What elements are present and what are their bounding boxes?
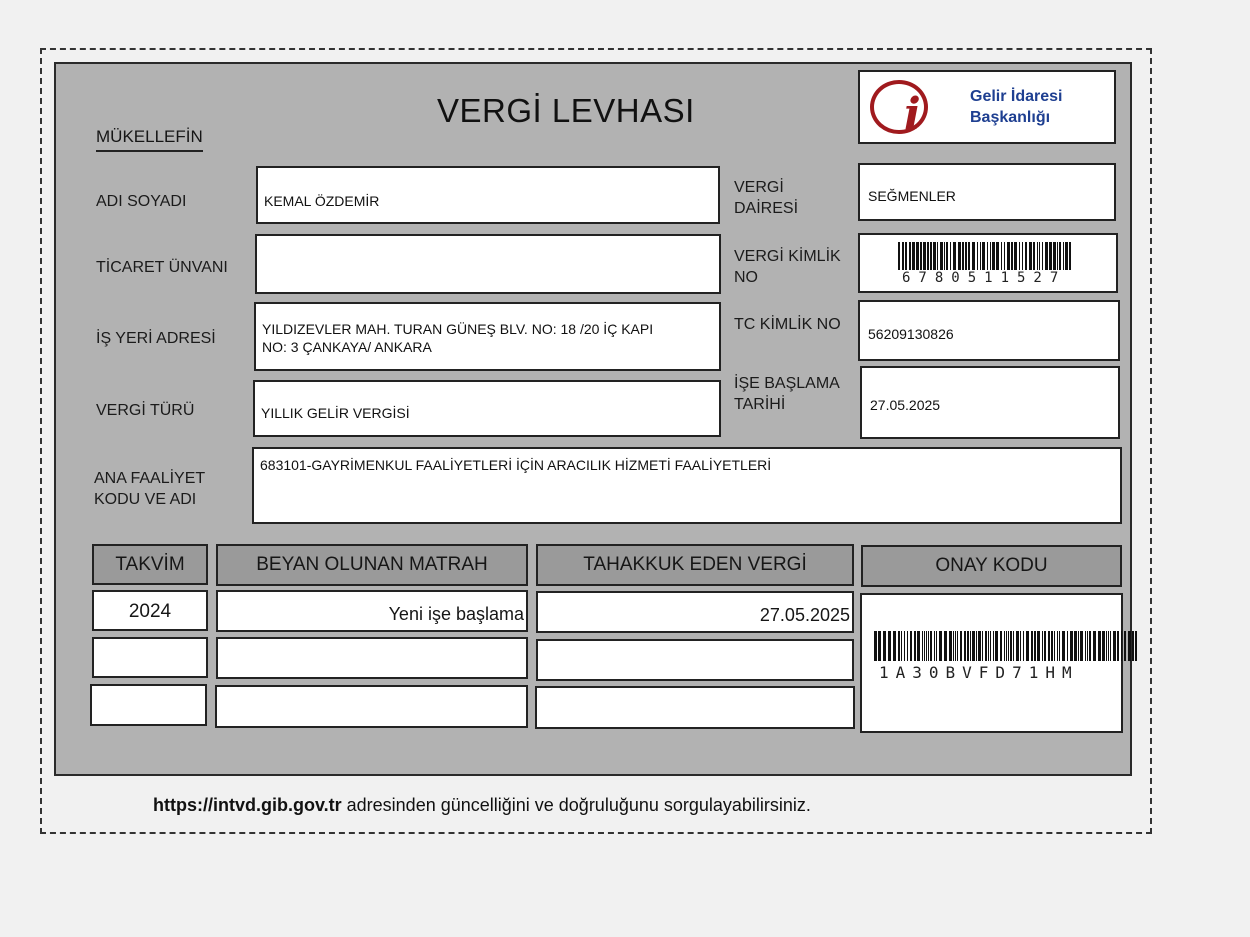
barcode-bar <box>1110 631 1111 661</box>
barcode-bar <box>1074 631 1077 661</box>
barcode-bar <box>1057 631 1058 661</box>
barcode-bar <box>920 242 922 270</box>
barcode-bar <box>1053 242 1056 270</box>
barcode-bar <box>982 242 985 270</box>
section-label-mukellef: MÜKELLEFİN <box>96 127 203 152</box>
barcode-bar <box>960 631 962 661</box>
barcode-bar <box>982 631 983 661</box>
table-header-onay-kodu: ONAY KODU <box>861 545 1122 587</box>
onay-kodu-barcode <box>874 631 1138 661</box>
barcode-bar <box>883 631 886 661</box>
barcode-bar <box>1006 631 1007 661</box>
barcode-bar <box>990 631 991 661</box>
field-vergi-kimlik-no <box>858 233 1118 293</box>
barcode-bar <box>910 631 912 661</box>
barcode-bar <box>1013 631 1014 661</box>
table-cell-tahakkuk-2 <box>536 639 854 681</box>
barcode-bar <box>955 631 956 661</box>
barcode-bar <box>1023 631 1024 661</box>
barcode-bar <box>933 242 936 270</box>
barcode-bar <box>1031 631 1033 661</box>
label-tc-kimlik-no: TC KİMLİK NO <box>734 316 841 333</box>
barcode-bar <box>967 631 969 661</box>
barcode-bar <box>985 631 987 661</box>
barcode-bar <box>904 631 905 661</box>
barcode-bar <box>939 631 942 661</box>
table-header-matrah: BEYAN OLUNAN MATRAH <box>216 544 528 586</box>
barcode-bar <box>1080 631 1083 661</box>
barcode-bar <box>962 242 964 270</box>
barcode-bar <box>980 242 981 270</box>
barcode-bar <box>1011 242 1013 270</box>
table-cell-takvim-1: 2024 <box>92 590 208 631</box>
barcode-bar <box>1135 631 1137 661</box>
barcode-bar <box>928 631 929 661</box>
label-vergi-turu: VERGİ TÜRÜ <box>96 402 195 419</box>
barcode-bar <box>1059 242 1061 270</box>
barcode-bar <box>916 242 919 270</box>
barcode-bar <box>1113 631 1116 661</box>
barcode-bar <box>1062 631 1065 661</box>
logo-name: Gelir İdaresi <box>970 88 1063 105</box>
barcode-bar <box>1022 242 1023 270</box>
onay-kodu-box <box>860 593 1123 733</box>
document-title: VERGİ LEVHASI <box>437 92 695 129</box>
barcode-bar <box>995 631 998 661</box>
value-ise-baslama-tarihi: 27.05.2025 <box>870 397 941 413</box>
barcode-bar <box>1007 242 1010 270</box>
gib-logo-icon: i <box>870 80 928 134</box>
barcode-bar <box>1037 242 1038 270</box>
barcode-bar <box>972 631 975 661</box>
barcode-bar <box>1001 242 1002 270</box>
field-ise-baslama-tarihi <box>860 366 1120 439</box>
barcode-bar <box>1093 631 1096 661</box>
barcode-bar <box>1132 631 1134 661</box>
barcode-bar <box>907 631 908 661</box>
table-cell-matrah-2 <box>216 637 528 679</box>
barcode-bar <box>934 631 935 661</box>
barcode-bar <box>902 242 904 270</box>
barcode-bar <box>987 242 988 270</box>
barcode-bar <box>1117 631 1119 661</box>
value-is-yeri-line1: YILDIZEVLER MAH. TURAN GÜNEŞ BLV. NO: 18 /20 İÇ KAPI <box>262 321 654 337</box>
table-cell-tahakkuk-1: 27.05.2025 <box>536 591 854 633</box>
field-ticaret-unvani <box>255 234 721 294</box>
barcode-bar <box>1008 631 1009 661</box>
barcode-bar <box>1048 631 1050 661</box>
barcode-bar <box>874 631 877 661</box>
barcode-bar <box>1121 631 1122 661</box>
value-vergi-dairesi: SEĞMENLER <box>868 188 956 204</box>
barcode-bar <box>1089 631 1091 661</box>
field-adi-soyadi <box>256 166 720 224</box>
barcode-bar <box>988 631 989 661</box>
barcode-bar <box>1014 242 1017 270</box>
footer-verification-text <box>153 795 811 816</box>
barcode-bar <box>912 242 915 270</box>
barcode-bar <box>878 631 881 661</box>
barcode-bar <box>1004 242 1005 270</box>
barcode-bar <box>1045 242 1048 270</box>
onay-kodu-digits: 1A30BVFD71HM <box>879 663 1079 682</box>
label-vergi-dairesi: VERGİ DAİRESİ <box>734 179 799 217</box>
barcode-bar <box>977 242 978 270</box>
barcode-bar <box>953 631 954 661</box>
barcode-bar <box>930 242 932 270</box>
barcode-bar <box>1037 631 1040 661</box>
gib-logo <box>858 70 1116 144</box>
barcode-bar <box>976 631 977 661</box>
barcode-bar <box>905 242 907 270</box>
barcode-bar <box>949 631 952 661</box>
barcode-bar <box>927 242 929 270</box>
value-is-yeri-line2: NO: 3 ÇANKAYA/ ANKARA <box>262 339 432 355</box>
value-adi-soyadi: KEMAL ÖZDEMİR <box>264 193 380 209</box>
barcode-bar <box>917 631 920 661</box>
barcode-bar <box>1000 631 1002 661</box>
barcode-bar <box>1029 242 1032 270</box>
label-vergi-kimlik-no: VERGİ KİMLİK NO <box>734 248 841 286</box>
barcode-bar <box>1019 242 1020 270</box>
barcode-bar <box>901 631 902 661</box>
barcode-bar <box>1057 242 1058 270</box>
barcode-bar <box>1108 631 1109 661</box>
barcode-bar <box>930 631 932 661</box>
logo-name-line2: Başkanlığı <box>970 109 1051 126</box>
table-header-takvim: TAKVİM <box>92 544 208 585</box>
barcode-bar <box>923 242 926 270</box>
table-cell-tahakkuk-3 <box>535 686 855 729</box>
barcode-bar <box>1102 631 1105 661</box>
barcode-bar <box>1034 631 1036 661</box>
value-vergi-turu: YILLIK GELİR VERGİSİ <box>261 405 410 421</box>
barcode-bar <box>1098 631 1101 661</box>
barcode-bar <box>957 631 958 661</box>
barcode-bar <box>970 631 971 661</box>
barcode-bar <box>909 242 911 270</box>
barcode-bar <box>944 631 947 661</box>
field-vergi-turu <box>253 380 721 437</box>
barcode-bar <box>1025 242 1027 270</box>
barcode-bar <box>1010 631 1012 661</box>
barcode-bar <box>926 631 927 661</box>
barcode-bar <box>953 242 956 270</box>
barcode-bar <box>978 631 981 661</box>
label-ana-faaliyet: ANA FAALİYET KODU VE ADI <box>94 470 206 508</box>
barcode-bar <box>1042 242 1043 270</box>
barcode-bar <box>888 631 891 661</box>
barcode-bar <box>1106 631 1107 661</box>
barcode-bar <box>1078 631 1079 661</box>
barcode-bar <box>1039 242 1040 270</box>
barcode-bar <box>1044 631 1046 661</box>
barcode-bar <box>940 242 943 270</box>
barcode-bar <box>1124 631 1126 661</box>
barcode-bar <box>924 631 925 661</box>
barcode-bar <box>1051 631 1053 661</box>
barcode-bar <box>950 242 951 270</box>
footer-url-link[interactable]: https://intvd.gib.gov.tr <box>153 795 342 815</box>
barcode-bar <box>946 242 948 270</box>
barcode-bar <box>914 631 916 661</box>
barcode-bar <box>1054 631 1055 661</box>
barcode-bar <box>1004 631 1005 661</box>
barcode-bar <box>922 631 923 661</box>
table-cell-takvim-3 <box>90 684 207 726</box>
barcode-bar <box>944 242 945 270</box>
barcode-bar <box>1087 631 1088 661</box>
barcode-bar <box>1067 631 1068 661</box>
barcode-bar <box>937 242 938 270</box>
label-ise-baslama-tarihi: İŞE BAŞLAMA TARİHİ <box>734 375 840 413</box>
value-tc-kimlik-no: 56209130826 <box>868 326 954 342</box>
barcode-bar <box>1042 631 1043 661</box>
label-adi-soyadi: ADI SOYADI <box>96 193 187 210</box>
barcode-bar <box>1128 631 1131 661</box>
label-ticaret-unvani: TİCARET ÜNVANI <box>96 259 228 276</box>
barcode-bar <box>1085 631 1086 661</box>
barcode-bar <box>965 242 967 270</box>
barcode-bar <box>1033 242 1035 270</box>
field-ana-faaliyet <box>252 447 1122 524</box>
barcode-bar <box>972 242 975 270</box>
barcode-bar <box>1049 242 1052 270</box>
barcode-bar <box>992 242 995 270</box>
table-cell-matrah-1: Yeni işe başlama <box>216 590 528 632</box>
vkn-barcode-digits: 6780511527 <box>902 270 1067 286</box>
barcode-bar <box>964 631 966 661</box>
barcode-bar <box>936 631 937 661</box>
table-header-tahakkuk: TAHAKKUK EDEN VERGİ <box>536 544 854 586</box>
barcode-bar <box>1026 631 1029 661</box>
value-ana-faaliyet: 683101-GAYRİMENKUL FAALİYETLERİ İÇİN ARACILIK HİZMETİ FAALİYETLERİ <box>260 457 772 473</box>
barcode-bar <box>1020 631 1021 661</box>
barcode-bar <box>1063 242 1064 270</box>
barcode-bar <box>893 631 896 661</box>
barcode-bar <box>990 242 991 270</box>
table-cell-matrah-3 <box>215 685 528 728</box>
barcode-bar <box>1070 631 1073 661</box>
barcode-bar <box>993 631 994 661</box>
barcode-bar <box>958 242 961 270</box>
field-vergi-dairesi <box>858 163 1116 221</box>
barcode-bar <box>1069 242 1071 270</box>
field-is-yeri-adresi <box>254 302 721 371</box>
barcode-bar <box>898 631 900 661</box>
table-cell-takvim-2 <box>92 637 208 678</box>
barcode-bar <box>898 242 900 270</box>
vkn-barcode <box>898 242 1072 270</box>
label-is-yeri-adresi: İŞ YERİ ADRESİ <box>96 330 216 347</box>
barcode-bar <box>1016 631 1019 661</box>
field-tc-kimlik-no <box>858 300 1120 361</box>
barcode-bar <box>1065 242 1068 270</box>
barcode-bar <box>968 242 970 270</box>
barcode-bar <box>1059 631 1060 661</box>
barcode-bar <box>996 242 999 270</box>
footer-text: adresinden güncelliğini ve doğruluğunu sorgulayabilirsiniz. <box>341 795 811 815</box>
